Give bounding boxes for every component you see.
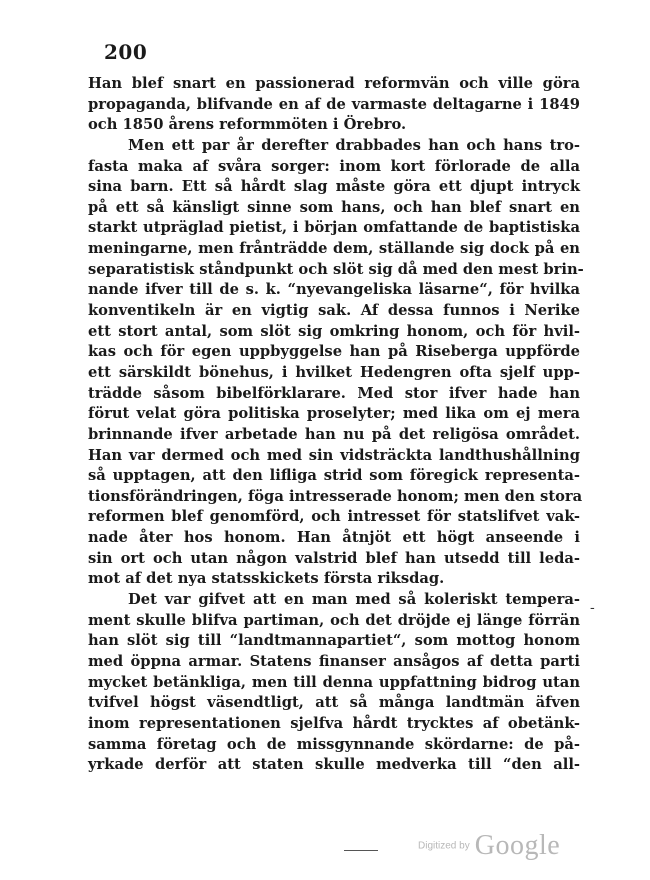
text-line: Men ett par år derefter drabbades han och hans tro- <box>128 136 580 154</box>
text-line: han slöt sig till “landtmannapartiet“, som mottog honom <box>88 632 580 650</box>
text-line: separatistisk ståndpunkt och slöt sig då med den mest brin- <box>88 260 584 278</box>
text-line: propaganda, blifvande en af de varmaste deltagarne i 1849 <box>88 95 580 113</box>
text-line: samma företag och de missgynnande skördarne: de på- <box>88 735 580 753</box>
text-line: meningarne, men frånträdde dem, ställande sig dock på en <box>88 240 580 258</box>
text-line: Det var gifvet att en man med så koleriskt tempera- <box>128 591 580 609</box>
text-line: fasta maka af svåra sorger: inom kort förlorade de alla <box>88 157 580 175</box>
text-line: tionsförändringen, föga intresserade honom; men den stora <box>88 487 583 505</box>
text-line: Han blef snart en passionerad reformvän och ville göra <box>88 75 580 92</box>
text-line: förut velat göra politiska proselyter; med lika om ej mera <box>88 405 580 423</box>
text-line: tvifvel högst väsendtligt, att så många landtmän äfven <box>88 694 580 712</box>
page-number: 200 <box>104 40 148 64</box>
text-line: sin ort och utan någon valstrid blef han utsedd till leda- <box>88 549 580 567</box>
text-line: brinnande ifver arbetade han nu på det religösa området. <box>88 425 580 443</box>
text-line: inom representationen sjelfva hårdt trycktes af obetänk- <box>88 714 580 732</box>
text-line: mot af det nya statsskickets första riksdag. <box>88 570 445 588</box>
google-logo: Google <box>474 830 561 861</box>
text-line: ett stort antal, som slöt sig omkring honom, och för hvil- <box>88 322 580 340</box>
body-text <box>88 74 584 776</box>
text-line: nande ifver till de s. k. “nyevangeliska läsarne“, för hvilka <box>88 281 580 299</box>
text-line: konventikeln är en vigtig sak. Af dessa funnos i Nerike <box>88 302 580 320</box>
text-line: ett särskildt bönehus, i hvilket Hedengren ofta sjelf upp- <box>88 363 580 381</box>
text-line: trädde såsom bibelförklarare. Med stor ifver hade han <box>88 384 580 402</box>
text-line: på ett så känsligt sinne som hans, och han blef snart en <box>88 198 580 216</box>
text-line: mycket betänkliga, men till denna uppfattning bidrog utan <box>88 673 580 691</box>
text-line: yrkade derför att staten skulle medverka till “den all- <box>88 756 580 774</box>
text-line: nade åter hos honom. Han åtnjöt ett högt anseende i <box>88 529 580 547</box>
text-line: sina barn. Ett så hårdt slag måste göra ett djupt intryck <box>88 178 580 196</box>
text-line: reformen blef genomförd, och intresset för statslifvet vak- <box>88 508 580 526</box>
bottom-rule <box>344 850 378 851</box>
text-line: ment skulle blifva partiman, och det dröjde ej länge förrän <box>88 611 580 629</box>
text-line: så upptagen, att den lifliga strid som föregick representa- <box>88 467 580 485</box>
text-line: kas och för egen uppbyggelse han på Riseberga uppförde <box>88 343 580 361</box>
text-line: Han var dermed och med sin vidsträckta landthushållning <box>88 446 580 464</box>
watermark-prefix: Digitized by <box>418 840 470 852</box>
text-line: starkt utpräglad pietist, i början omfattande de baptistiska <box>88 219 580 237</box>
margin-mark: - <box>590 600 595 616</box>
text-line: med öppna armar. Statens finanser ansågos af detta parti <box>88 652 580 670</box>
text-line: och 1850 årens reformmöten i Örebro. <box>88 116 407 134</box>
watermark <box>418 830 560 862</box>
